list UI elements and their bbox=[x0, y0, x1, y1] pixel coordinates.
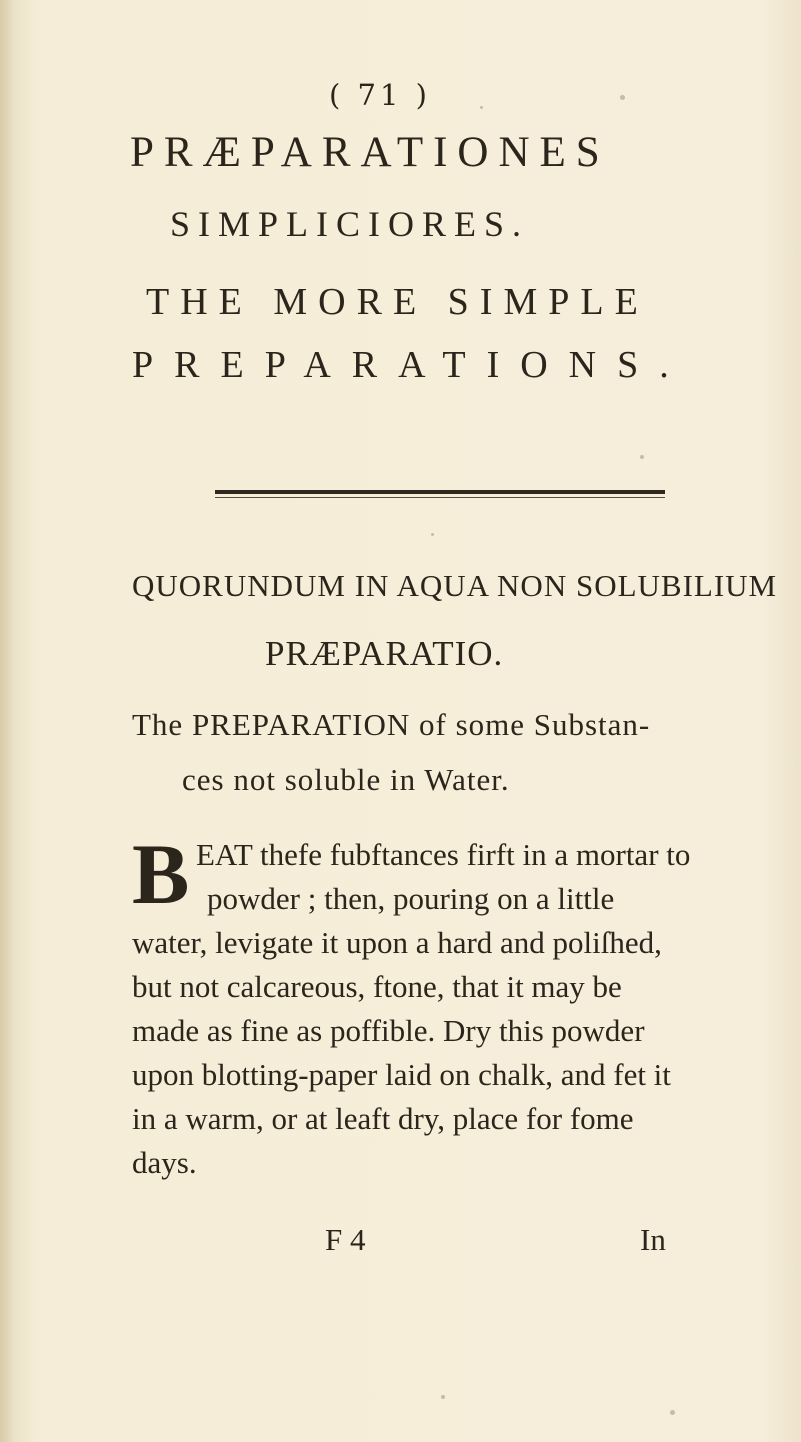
body-line-5: made as fine as poffible. Dry this powder bbox=[132, 1013, 645, 1048]
paper-speck bbox=[620, 95, 625, 100]
section-divider-thin bbox=[215, 497, 665, 498]
paper-speck bbox=[670, 1410, 675, 1415]
latin-title: PRÆPARATIONES bbox=[130, 129, 610, 176]
body-line-4: but not calcareous, ftone, that it may be bbox=[132, 969, 622, 1004]
drop-cap-block bbox=[132, 826, 722, 922]
paper-speck bbox=[431, 533, 434, 536]
paper-speck bbox=[441, 1395, 445, 1399]
body-line-1: EAT thefe fubftances firft in a mortar to bbox=[196, 837, 691, 872]
section-divider-thick bbox=[215, 490, 665, 494]
signature-mark: F 4 bbox=[325, 1222, 366, 1257]
latin-section-heading-line-2: PRÆPARATIO. bbox=[265, 634, 504, 673]
paper-speck bbox=[480, 106, 483, 109]
body-line-8: days. bbox=[132, 1145, 197, 1180]
page-number: ( 71 ) bbox=[329, 78, 431, 112]
latin-subtitle: SIMPLICIORES. bbox=[170, 204, 530, 244]
latin-section-heading-line-1: QUORUNDUM IN AQUA NON SOLUBILIUM bbox=[132, 568, 778, 603]
body-line-3: water, levigate it upon a hard and poliſhed, bbox=[132, 925, 662, 960]
drop-cap-letter: B bbox=[132, 826, 190, 922]
english-title-line-2: PREPARATIONS. bbox=[132, 344, 690, 386]
paper-speck bbox=[640, 455, 644, 459]
body-paragraph bbox=[132, 826, 722, 1185]
body-line-7: in a warm, or at leaft dry, place for fome bbox=[132, 1101, 634, 1136]
body-line-2: powder ; then, pouring on a little bbox=[207, 881, 615, 916]
english-section-heading-line-1: The PREPARATION of some Substan- bbox=[132, 707, 651, 742]
english-section-heading-line-2: ces not soluble in Water. bbox=[182, 762, 510, 797]
body-line-6: upon blotting-paper laid on chalk, and fet it bbox=[132, 1057, 671, 1092]
english-title-line-1: THE MORE SIMPLE bbox=[146, 281, 649, 323]
page-gutter-shadow bbox=[0, 0, 14, 1442]
catchword: In bbox=[640, 1222, 666, 1257]
